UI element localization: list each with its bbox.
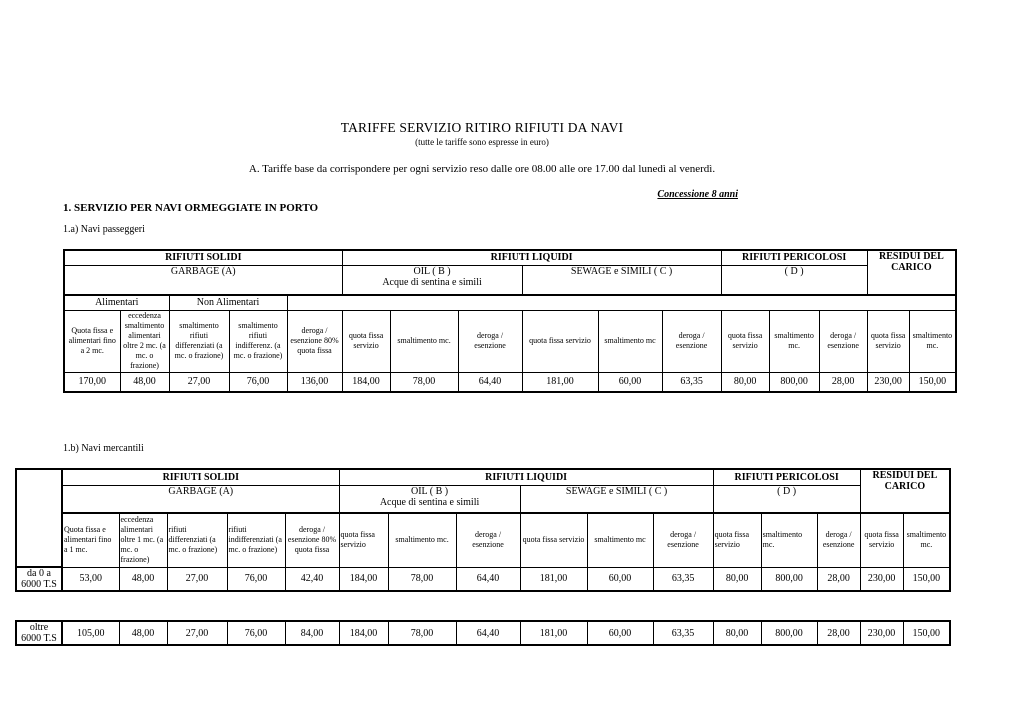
table-cell: 27,00 <box>167 621 227 645</box>
table-cell: 136,00 <box>287 372 342 392</box>
table-cell: 48,00 <box>119 567 167 591</box>
col-header: smaltimento mc. <box>390 310 458 372</box>
col-header: smaltimento mc. <box>903 513 950 567</box>
group-rifiuti-solidi: RIFIUTI SOLIDI <box>64 250 342 265</box>
group-rifiuti-liquidi: RIFIUTI LIQUIDI <box>339 469 713 485</box>
sewage-c-header: SEWAGE e SIMILI ( C ) <box>520 485 713 513</box>
col-header: smaltimento rifiuti differenziati (a mc. o frazione) <box>169 310 229 372</box>
table-cell: 800,00 <box>761 621 817 645</box>
table-cell: 230,00 <box>860 621 903 645</box>
table-cell: 80,00 <box>721 372 769 392</box>
table-cell: 48,00 <box>120 372 169 392</box>
col-header: deroga / esenzione 80% quota fissa <box>285 513 339 567</box>
col-header: quota fissa servizio <box>721 310 769 372</box>
col-header: quota fissa servizio <box>522 310 598 372</box>
col-header: smaltimento rifiuti indifferenz. (a mc. o frazione) <box>229 310 287 372</box>
group-rifiuti-liquidi: RIFIUTI LIQUIDI <box>342 250 721 265</box>
garbage-a-header: GARBAGE (A) <box>64 265 342 295</box>
table-cell: 184,00 <box>339 621 388 645</box>
subsection-1b-heading: 1.b) Navi mercantili <box>63 443 144 454</box>
sewage-c-header: SEWAGE e SIMILI ( C ) <box>522 265 721 295</box>
col-header: smaltimento mc. <box>909 310 956 372</box>
pericolosi-d-header: ( D ) <box>721 265 867 295</box>
table-cell: 105,00 <box>62 621 119 645</box>
table-cell: 48,00 <box>119 621 167 645</box>
page-subtitle: (tutte le tariffe sono espresse in euro) <box>415 137 549 147</box>
table-cell: 28,00 <box>817 567 860 591</box>
col-header: deroga / esenzione <box>456 513 520 567</box>
table-cell: 150,00 <box>903 621 950 645</box>
table-cell: 64,40 <box>456 567 520 591</box>
group-rifiuti-solidi: RIFIUTI SOLIDI <box>62 469 339 485</box>
table-cell: 150,00 <box>909 372 956 392</box>
table-cell: 800,00 <box>769 372 819 392</box>
col-header: Quota fissa e alimentari fino a 2 mc. <box>64 310 120 372</box>
col-header: eccedenza smaltimento alimentari oltre 2 mc. (a mc. o frazione) <box>120 310 169 372</box>
table-cell: 84,00 <box>285 621 339 645</box>
tariffe-passeggeri-table <box>63 249 957 393</box>
pericolosi-d-header: ( D ) <box>713 485 860 513</box>
table-cell: 53,00 <box>62 567 119 591</box>
table-cell: 27,00 <box>167 567 227 591</box>
col-header: quota fissa servizio <box>520 513 587 567</box>
table-cell: 60,00 <box>587 567 653 591</box>
table-cell: 184,00 <box>342 372 390 392</box>
oil-b-header <box>342 265 522 295</box>
col-header: smaltimento mc <box>587 513 653 567</box>
oil-b-sublabel: Acque di sentina e simili <box>379 496 480 508</box>
empty-header-cell <box>342 295 956 310</box>
col-header: smaltimento mc. <box>769 310 819 372</box>
oil-b-label: OIL ( B ) <box>410 485 449 497</box>
table-cell: 27,00 <box>169 372 229 392</box>
col-header: smaltimento mc. <box>761 513 817 567</box>
col-header: Quota fissa e alimentari fino a 1 mc. <box>62 513 119 567</box>
section-1-heading: 1. SERVIZIO PER NAVI ORMEGGIATE IN PORTO <box>63 202 319 214</box>
table-cell: 184,00 <box>339 567 388 591</box>
page-title: TARIFFE SERVIZIO RITIRO RIFIUTI DA NAVI <box>340 120 624 135</box>
group-residui-del-carico: RESIDUI DEL CARICO <box>860 469 950 513</box>
table-cell: 78,00 <box>388 567 456 591</box>
col-header: deroga / esenzione <box>817 513 860 567</box>
table-cell: 60,00 <box>598 372 662 392</box>
col-header: smaltimento mc <box>598 310 662 372</box>
col-header: quota fissa servizio <box>713 513 761 567</box>
col-header: deroga / esenzione <box>819 310 867 372</box>
table-cell: 78,00 <box>388 621 456 645</box>
table-cell: 60,00 <box>587 621 653 645</box>
col-header: deroga / esenzione 80% quota fissa <box>287 310 342 372</box>
table-cell: 76,00 <box>229 372 287 392</box>
col-header: quota fissa servizio <box>860 513 903 567</box>
table-cell: 230,00 <box>867 372 909 392</box>
table-cell: 76,00 <box>227 621 285 645</box>
non-alimentari-header: Non Alimentari <box>169 295 287 310</box>
oil-b-label: OIL ( B ) <box>413 265 451 277</box>
table-cell: 64,40 <box>458 372 522 392</box>
alimentari-header: Alimentari <box>64 295 169 310</box>
table-cell: 64,40 <box>456 621 520 645</box>
table-cell: 63,35 <box>653 567 713 591</box>
col-header: quota fissa servizio <box>867 310 909 372</box>
table-cell: 28,00 <box>819 372 867 392</box>
table-cell: 80,00 <box>713 567 761 591</box>
group-rifiuti-pericolosi: RIFIUTI PERICOLOSI <box>721 250 867 265</box>
col-header: quota fissa servizio <box>342 310 390 372</box>
table-cell: 78,00 <box>390 372 458 392</box>
table-cell: 42,40 <box>285 567 339 591</box>
table-cell: 800,00 <box>761 567 817 591</box>
table-cell: 230,00 <box>860 567 903 591</box>
col-header: deroga / esenzione <box>653 513 713 567</box>
group-residui-del-carico: RESIDUI DEL CARICO <box>867 250 956 295</box>
tariffe-mercantili-table <box>15 468 951 592</box>
garbage-a-header: GARBAGE (A) <box>62 485 339 513</box>
subsection-1a-heading: 1.a) Navi passeggeri <box>63 224 145 235</box>
table-cell: 181,00 <box>520 621 587 645</box>
col-header: eccedenza alimentari oltre 1 mc. (a mc. o frazione) <box>119 513 167 567</box>
col-header: rifiuti differenziati (a mc. o frazione) <box>167 513 227 567</box>
table-cell: 181,00 <box>522 372 598 392</box>
col-header: deroga / esenzione <box>662 310 721 372</box>
section-a-heading: A. Tariffe base da corrispondere per ogni servizio reso dalle ore 08.00 alle ore 17.00 dal lunedì al venerdì. <box>248 163 716 175</box>
col-header: deroga / esenzione <box>458 310 522 372</box>
concessione-label: Concessione 8 anni <box>657 189 738 200</box>
table-cell: 63,35 <box>662 372 721 392</box>
table-cell: 63,35 <box>653 621 713 645</box>
table-cell: 28,00 <box>817 621 860 645</box>
table-cell: 181,00 <box>520 567 587 591</box>
col-header: smaltimento mc. <box>388 513 456 567</box>
table-cell: 170,00 <box>64 372 120 392</box>
row-label-da-0-a-6000: da 0 a 6000 T.S <box>16 567 62 591</box>
col-header: rifiuti indifferenziati (a mc. o frazione) <box>227 513 285 567</box>
table-cell: 80,00 <box>713 621 761 645</box>
row-label-oltre-6000: oltre 6000 T.S <box>16 621 62 645</box>
table-cell: 76,00 <box>227 567 285 591</box>
empty-header-cell <box>287 295 342 310</box>
oil-b-sublabel: Acque di sentina e simili <box>382 276 482 288</box>
empty-corner-cell <box>16 469 62 567</box>
oil-b-header <box>339 485 520 513</box>
tariffe-mercantili-oltre-table <box>15 620 951 646</box>
table-cell: 150,00 <box>903 567 950 591</box>
col-header: quota fissa servizio <box>339 513 388 567</box>
group-rifiuti-pericolosi: RIFIUTI PERICOLOSI <box>713 469 860 485</box>
